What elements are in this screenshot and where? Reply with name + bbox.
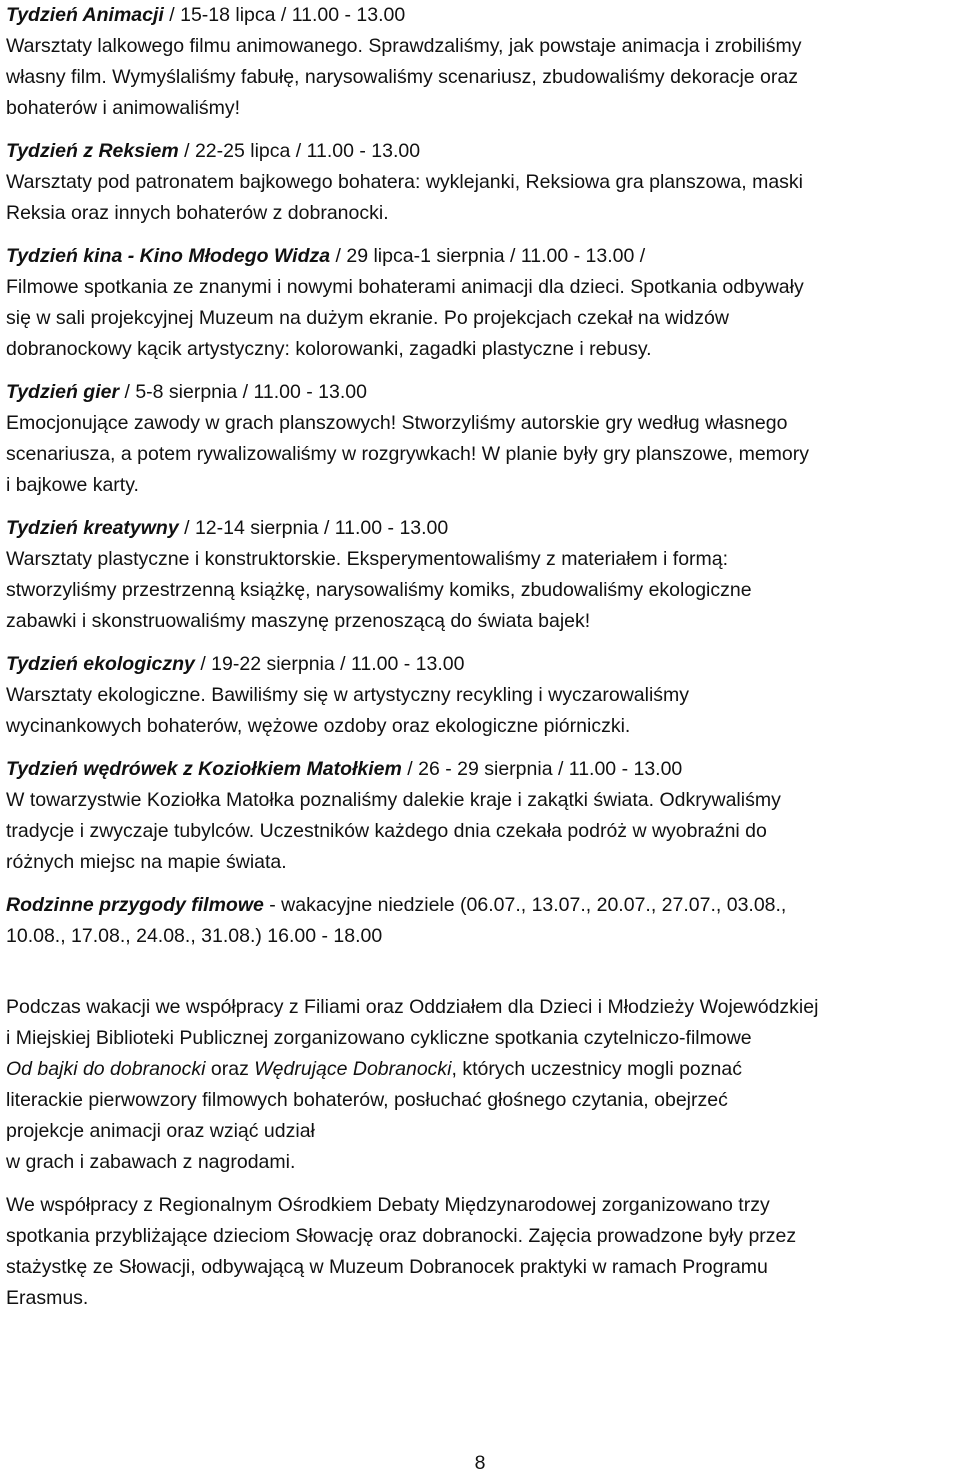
- section-line: scenariusza, a potem rywalizowaliśmy w rozgrywkach! W planie były gry planszowe, memory: [6, 443, 810, 465]
- page-number: 8: [474, 1452, 486, 1474]
- section-title: Tydzień wędrówek z Koziołkiem Matołkiem: [6, 758, 402, 780]
- section-line: różnych miejsc na mapie świata.: [6, 851, 287, 873]
- section-heading: [6, 136, 956, 167]
- section-heading: [6, 0, 956, 31]
- document-page: [6, 0, 956, 1314]
- section-title: Tydzień ekologiczny: [6, 653, 195, 675]
- section-line: 10.08., 17.08., 24.08., 31.08.) 16.00 - 18.00: [6, 925, 383, 947]
- section-line: własny film. Wymyślaliśmy fabułę, narysowaliśmy scenariusz, zbudowaliśmy dekoracje oraz: [6, 66, 798, 88]
- paragraph-line: stażystkę ze Słowacji, odbywającą w Muzeum Dobranocek praktyki w ramach Programu: [6, 1256, 768, 1278]
- section-line: bohaterów i animowaliśmy!: [6, 97, 241, 119]
- event-title: Wędrujące Dobranocki: [254, 1058, 452, 1080]
- section-line: dobranockowy kącik artystyczny: kolorowanki, zagadki plastyczne i rebusy.: [6, 338, 652, 360]
- section-line: Warsztaty ekologiczne. Bawiliśmy się w artystyczny recykling i wyczarowaliśmy: [6, 684, 690, 706]
- section-line: Filmowe spotkania ze znanymi i nowymi bohaterami animacji dla dzieci. Spotkania odbywały: [6, 276, 804, 298]
- section-rodzinne-przygody: [6, 890, 956, 952]
- section-tydzien-z-reksiem: [6, 136, 956, 229]
- paragraph-line: Podczas wakacji we współpracy z Filiami oraz Oddziałem dla Dzieci i Młodzieży Wojewódzkiej: [6, 996, 819, 1018]
- section-line: Reksia oraz innych bohaterów z dobranocki.: [6, 202, 389, 224]
- paragraph-line: projekcje animacji oraz wziąć udział: [6, 1120, 315, 1142]
- paragraph-line: spotkania przybliżające dzieciom Słowację oraz dobranocki. Zajęcia prowadzone były przez: [6, 1225, 797, 1247]
- section-title: Tydzień gier: [6, 381, 120, 403]
- paragraph-line: Erasmus.: [6, 1287, 89, 1309]
- section-line: Warsztaty pod patronatem bajkowego bohatera: wyklejanki, Reksiowa gra planszowa, maski: [6, 171, 803, 193]
- section-tydzien-animacji: [6, 0, 956, 124]
- section-heading: [6, 241, 956, 272]
- section-tydzien-kina: [6, 241, 956, 365]
- section-heading: [6, 513, 956, 544]
- section-line: wycinankowych bohaterów, wężowe ozdoby oraz ekologiczne piórniczki.: [6, 715, 631, 737]
- section-line: i bajkowe karty.: [6, 474, 139, 496]
- paragraph-library-cooperation: [6, 992, 956, 1178]
- section-info: / 5-8 sierpnia / 11.00 - 13.00: [119, 381, 367, 403]
- section-line: stworzyliśmy przestrzenną książkę, narysowaliśmy komiks, zbudowaliśmy ekologiczne: [6, 579, 752, 601]
- section-tydzien-ekologiczny: [6, 649, 956, 742]
- section-title: Tydzień Animacji: [6, 4, 164, 26]
- section-line: Warsztaty lalkowego filmu animowanego. Sprawdzaliśmy, jak powstaje animacja i zrobiliśmy: [6, 35, 802, 57]
- section-info: - wakacyjne niedziele (06.07., 13.07., 20.07., 27.07., 03.08.,: [263, 894, 787, 916]
- section-line: W towarzystwie Koziołka Matołka poznaliśmy dalekie kraje i zakątki świata. Odkrywaliśmy: [6, 789, 781, 811]
- section-info: / 12-14 sierpnia / 11.00 - 13.00: [178, 517, 449, 539]
- section-heading: [6, 890, 956, 921]
- event-title: Od bajki do dobranocki: [6, 1058, 206, 1080]
- paragraph-line: [6, 1054, 956, 1085]
- paragraph-slovakia-cooperation: [6, 1190, 956, 1314]
- section-info: / 22-25 lipca / 11.00 - 13.00: [178, 140, 421, 162]
- section-tydzien-gier: [6, 377, 956, 501]
- section-line: Warsztaty plastyczne i konstruktorskie. Eksperymentowaliśmy z materiałem i formą:: [6, 548, 729, 570]
- paragraph-line: i Miejskiej Biblioteki Publicznej zorganizowano cykliczne spotkania czytelniczo-filmowe: [6, 1027, 752, 1049]
- section-line: zabawki i skonstruowaliśmy maszynę przenoszącą do świata bajek!: [6, 610, 591, 632]
- paragraph-line: literackie pierwowzory filmowych bohaterów, posłuchać głośnego czytania, obejrzeć: [6, 1089, 728, 1111]
- section-title: Tydzień kina - Kino Młodego Widza: [6, 245, 331, 267]
- section-heading: [6, 377, 956, 408]
- section-tydzien-wedrowek: [6, 754, 956, 878]
- connector-text: oraz: [205, 1058, 255, 1080]
- section-title: Rodzinne przygody filmowe: [6, 894, 264, 916]
- section-tydzien-kreatywny: [6, 513, 956, 637]
- section-title: Tydzień z Reksiem: [6, 140, 179, 162]
- section-line: tradycje i zwyczaje tubylców. Uczestników każdego dnia czekała podróż w wyobraźni do: [6, 820, 767, 842]
- section-heading: [6, 754, 956, 785]
- section-info: / 29 lipca-1 sierpnia / 11.00 - 13.00 /: [330, 245, 646, 267]
- paragraph-line: We współpracy z Regionalnym Ośrodkiem Debaty Międzynarodowej zorganizowano trzy: [6, 1194, 770, 1216]
- paragraph-line: w grach i zabawach z nagrodami.: [6, 1151, 296, 1173]
- section-info: / 15-18 lipca / 11.00 - 13.00: [163, 4, 406, 26]
- section-info: / 19-22 sierpnia / 11.00 - 13.00: [194, 653, 465, 675]
- section-title: Tydzień kreatywny: [6, 517, 179, 539]
- section-line: Emocjonujące zawody w grach planszowych! Stworzyliśmy autorskie gry według własnego: [6, 412, 788, 434]
- section-line: się w sali projekcyjnej Muzeum na dużym ekranie. Po projekcjach czekał na widzów: [6, 307, 729, 329]
- paragraph-text: , których uczestnicy mogli poznać: [451, 1058, 742, 1080]
- section-info: / 26 - 29 sierpnia / 11.00 - 13.00: [401, 758, 683, 780]
- section-heading: [6, 649, 956, 680]
